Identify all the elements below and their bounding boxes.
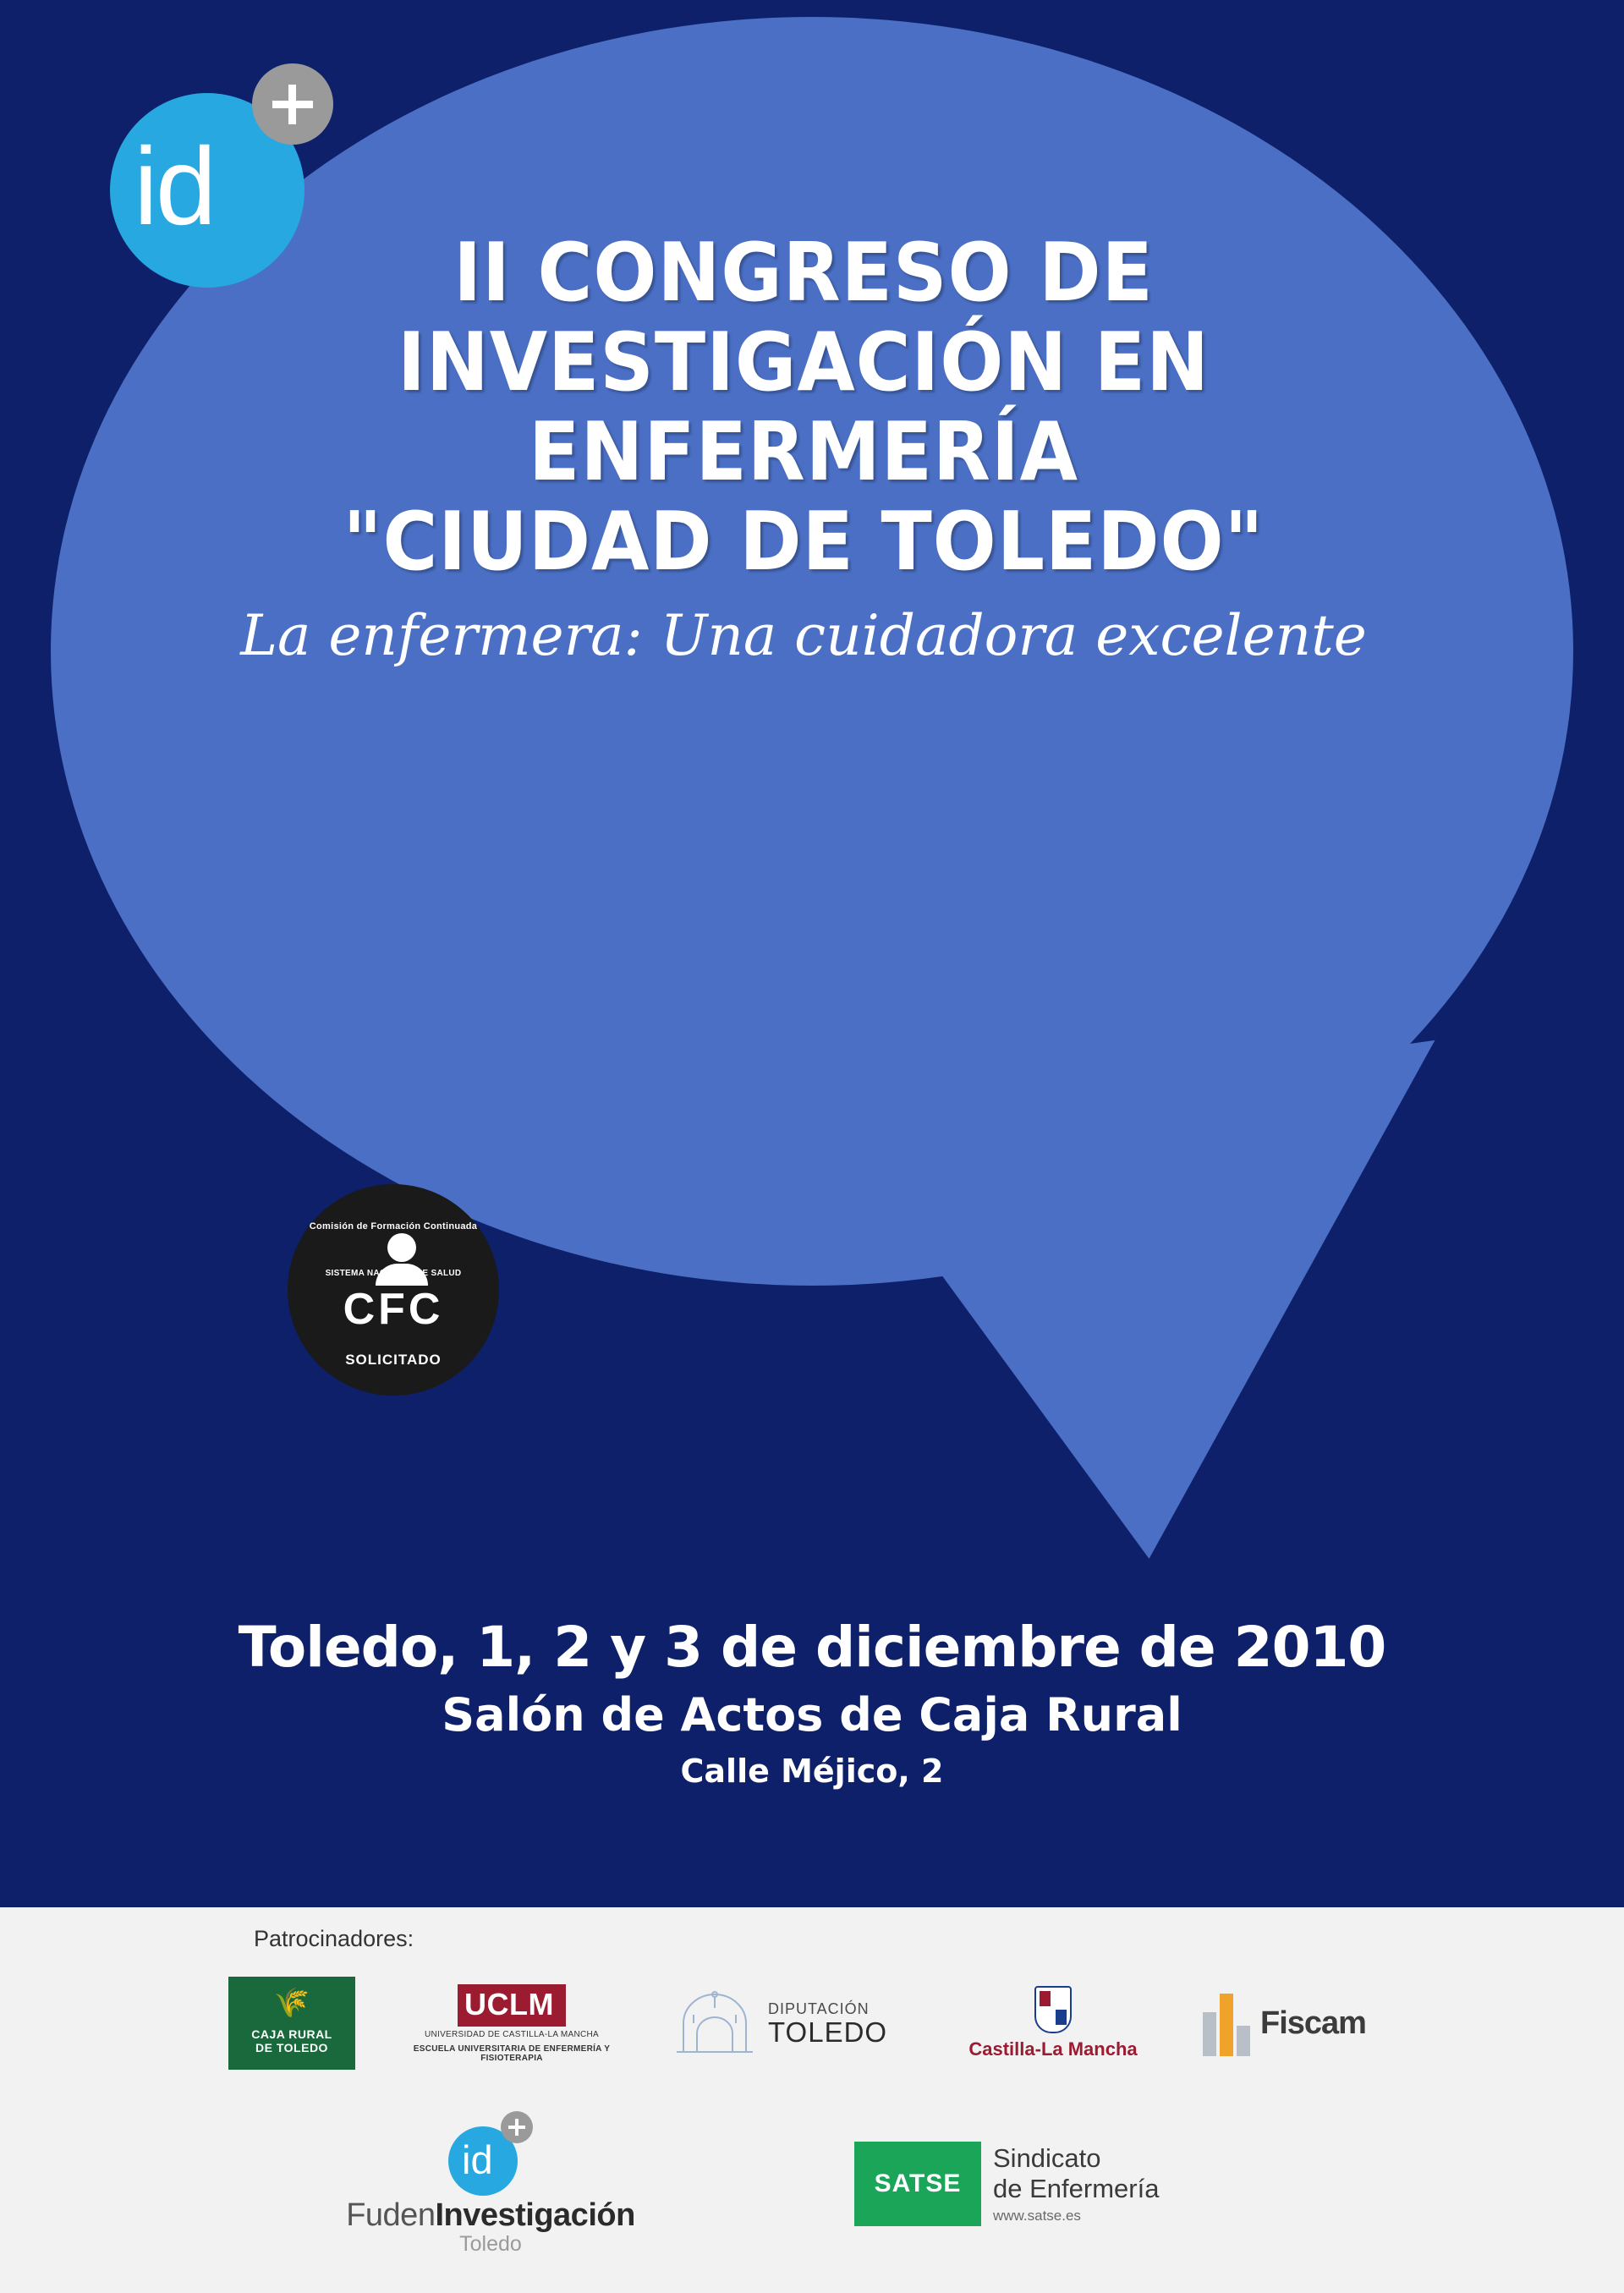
satse-logo-box: SATSE xyxy=(854,2142,981,2226)
seal-bottom-text: SOLICITADO xyxy=(345,1352,442,1368)
seal-acronym: CFC xyxy=(343,1285,444,1334)
cfc-seal xyxy=(288,1184,499,1396)
sponsors-label: Patrocinadores: xyxy=(254,1926,414,1951)
fuden-word-2: Investigación xyxy=(435,2197,635,2233)
caja-rural-line-1: CAJA RURAL xyxy=(251,2027,332,2041)
sponsor-caja-rural xyxy=(228,1964,355,2082)
sponsor-fuden-investigacion xyxy=(338,2111,643,2257)
fiscam-text: Fiscam xyxy=(1260,2005,1366,2041)
sponsors-row-2 xyxy=(338,2104,1353,2264)
event-date: Toledo, 1, 2 y 3 de diciembre de 2010 xyxy=(238,1615,1386,1680)
sponsor-uclm xyxy=(406,1964,617,2082)
satse-line-2: de Enfermería xyxy=(993,2174,1160,2203)
fuden-word-1: Fuden xyxy=(346,2197,436,2233)
sponsor-satse xyxy=(854,2142,1159,2226)
castilla-la-mancha-text: Castilla-La Mancha xyxy=(968,2038,1138,2060)
uclm-logo-text: UCLM xyxy=(458,1984,566,2027)
caja-rural-text xyxy=(228,2027,355,2054)
title-line-1: II CONGRESO DE xyxy=(453,227,1154,320)
fuden-logo xyxy=(440,2111,541,2196)
satse-url: www.satse.es xyxy=(993,2208,1081,2224)
sponsor-fiscam xyxy=(1201,1964,1396,2082)
satse-line-1: Sindicato xyxy=(993,2143,1101,2173)
person-head-icon xyxy=(387,1233,416,1262)
event-place: Salón de Actos de Caja Rural xyxy=(442,1688,1182,1742)
sponsor-diputacion-toledo xyxy=(668,1964,905,2082)
fuden-name xyxy=(338,2197,643,2234)
sponsors-footer xyxy=(0,1907,1624,2293)
fuden-plus-icon xyxy=(501,2111,533,2143)
poster-title xyxy=(161,228,1446,668)
sponsors-row-1 xyxy=(228,1960,1413,2087)
poster-subtitle: La enfermera: Una cuidadora excelente xyxy=(240,603,1367,668)
toledo-monument-icon xyxy=(668,1989,761,2057)
seal-top-text: Comisión de Formación Continuada xyxy=(309,1221,478,1232)
venue-block xyxy=(0,1611,1624,1796)
uclm-school-name: ESCUELA UNIVERSITARIA DE ENFERMERÍA Y FISIOTERAPIA xyxy=(413,2043,611,2063)
fiscam-bars-icon xyxy=(1201,1990,1255,2056)
diputacion-line-1: DIPUTACIÓN xyxy=(768,2000,870,2017)
fuden-id-text: id xyxy=(462,2137,493,2182)
plus-icon xyxy=(252,63,333,145)
wheat-icon: 🌾 xyxy=(273,1987,310,2019)
caja-rural-line-2: DE TOLEDO xyxy=(255,2041,328,2054)
uclm-university-name: UNIVERSIDAD DE CASTILLA-LA MANCHA xyxy=(424,2029,600,2039)
castilla-shield-icon xyxy=(1034,1986,1072,2033)
fuden-city: Toledo xyxy=(459,2232,522,2256)
title-line-2: INVESTIGACIÓN EN xyxy=(398,316,1210,409)
title-line-4: "CIUDAD DE TOLEDO" xyxy=(343,496,1265,589)
event-street: Calle Méjico, 2 xyxy=(680,1753,944,1790)
sponsor-castilla-la-mancha xyxy=(956,1964,1150,2082)
id-logo-text: id xyxy=(134,124,215,248)
title-line-3: ENFERMERÍA xyxy=(529,406,1078,499)
diputacion-line-2: TOLEDO xyxy=(768,2016,888,2048)
seal-mid-text: SISTEMA NACIONAL DE SALUD xyxy=(325,1269,462,1278)
